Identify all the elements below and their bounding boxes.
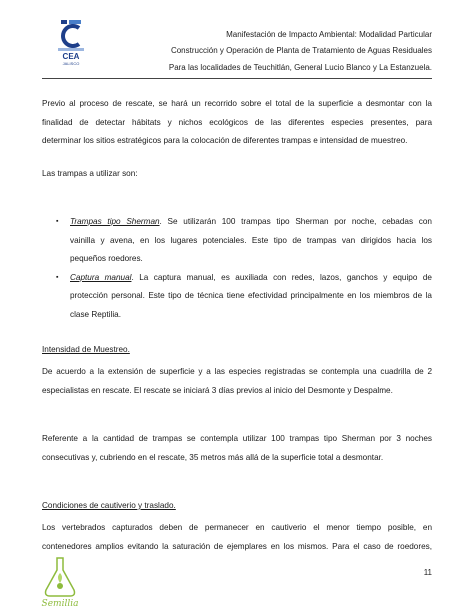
document-header (42, 27, 432, 76)
list-item (56, 269, 432, 325)
semillia-logo (30, 552, 90, 608)
para2-line-1: De acuerdo a la extensión de superficie y a las especies registradas se contempla una cuadrilla de 2 (42, 367, 432, 376)
header-line-3: Para las localidades de Teuchitlán, General Lucio Blanco y La Estanzuela. (168, 62, 432, 72)
bullet-square-icon: ▪ (56, 218, 59, 225)
bullet-text-line-1: . La captura manual, es auxiliada con redes, lazos, ganchos y equipo de (131, 272, 432, 282)
paragraph-captivity (42, 519, 432, 556)
para3-line-2: consecutivas y, cubriendo en el rescate, 35 metros más allá de la superficie total a desmontar. (42, 452, 384, 462)
section-heading-captivity: Condiciones de cautiverio y traslado. (42, 501, 176, 510)
bullet-term: Trampas tipo Sherman (70, 217, 160, 226)
bullet-text-line-1: . Se utilizarán 100 trampas tipo Sherman por noche, cebadas con (159, 217, 432, 226)
para2-line-2: especialistas en rescate. El rescate se iniciará 3 días previos al inicio del Desmonte y Despalme. (42, 385, 393, 395)
logo-jalisco-text: JALISCO (62, 61, 80, 66)
list-item (56, 213, 432, 269)
traps-intro: Las trampas a utilizar son: (42, 169, 138, 178)
paragraph-rescue-survey (42, 95, 432, 151)
section-heading-sampling: Intensidad de Muestreo. (42, 345, 130, 354)
header-line-2: Construcción y Operación de Planta de Tratamiento de Aguas Residuales (170, 46, 432, 56)
para4-line-1: Los vertebrados capturados deben de permanecer en cautiverio el menor tiempo posible, en (42, 523, 432, 532)
bullet-term: Captura manual (70, 272, 132, 282)
bullet-square-icon: ▪ (56, 273, 59, 281)
page-number: 11 (423, 568, 432, 577)
footer-logo-text: Semillia (41, 599, 79, 608)
paragraph-trap-quantity (42, 430, 432, 467)
para1-line-2: finalidad de detectar hábitats y nichos ecológicos de las diferentes especies presentes, para (42, 117, 432, 127)
bullet-text-line-3: pequeños roedores. (70, 254, 143, 263)
traps-list (56, 213, 432, 324)
para1-line-3: determinar los sitios estratégicos para la colocación de diferentes trampas e intensidad de muestreo. (42, 136, 408, 145)
bullet-text-line-2: vainilla y avena, en los lugares potenciales. Este tipo de trampas van dirigidos hacia los (70, 235, 432, 245)
header-divider (42, 78, 432, 79)
logo-cea-text: CEA (62, 52, 80, 61)
para3-line-1: Referente a la cantidad de trampas se contempla utilizar 100 trampas tipo Sherman por 3 noches (42, 434, 432, 443)
bullet-text-line-2: protección personal. Este tipo de técnica tiene efectividad principalmente en los miembros de la (70, 291, 432, 300)
para4-line-2: contenedores amplios evitando la saturación de ejemplares en los mismos. Para el caso de roedores, (42, 541, 432, 551)
paragraph-sampling (42, 363, 432, 400)
para1-line-1: Previo al proceso de rescate, se hará un recorrido sobre el total de la superficie a desmontar con la (42, 99, 432, 108)
header-line-1: Manifestación de Impacto Ambiental: Modalidad Particular (226, 30, 432, 39)
bullet-text-line-3: clase Reptilia. (70, 309, 121, 319)
